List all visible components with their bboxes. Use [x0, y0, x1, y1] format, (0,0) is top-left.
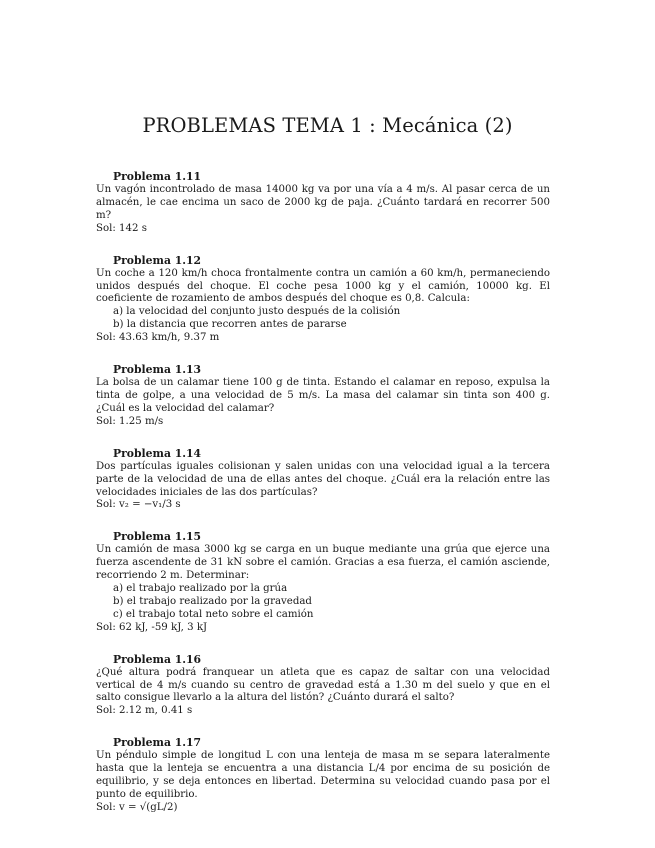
problem-list — [96, 170, 550, 833]
problem-item: a) el trabajo realizado por la grúa — [113, 583, 288, 595]
problem-1-17 — [96, 736, 550, 815]
problem-text: La bolsa de un calamar tiene 100 g de tinta. Estando el calamar en reposo, expulsa la tinta de golpe, a una velocidad de 5 m/s. La masa del calamar sin tinta son 400 g. ¿Cuál es la velocidad del calamar? — [96, 377, 550, 414]
problem-1-12 — [96, 254, 550, 345]
page-title: PROBLEMAS TEMA 1 : Mecánica (2) — [142, 114, 513, 137]
problem-solution: Sol: v₂ = −v₁/3 s — [96, 499, 181, 511]
problem-1-16 — [96, 653, 550, 719]
problem-item: a) la velocidad del conjunto justo después de la colisión — [113, 306, 401, 318]
problem-text: Dos partículas iguales colisionan y salen unidas con una velocidad igual a la tercera parte de la velocidad de una de ellas antes del choque. ¿Cuál era la relación entre las velocidades iniciales de las dos partículas? — [96, 460, 550, 498]
problem-1-11 — [96, 170, 550, 236]
problem-item: b) la distancia que recorren antes de pararse — [113, 319, 347, 331]
problem-item: c) el trabajo total neto sobre el camión — [113, 608, 314, 620]
problem-heading: Problema 1.12 — [113, 253, 202, 267]
problem-items — [96, 583, 550, 622]
problem-text: Un péndulo simple de longitud L con una lenteja de masa m se separa lateralmente hasta que la lenteja se encuentra a una distancia L/4 por encima de su posición de equilibrio, y se deja entonces en libertad. Determina su velocidad cuando pasa por el punto de equilibrio. — [96, 750, 550, 800]
problem-1-14 — [96, 447, 550, 513]
problem-text: Un coche a 120 km/h choca frontalmente contra un camión a 60 km/h, permaneciendo unidos después del choque. El coche pesa 1000 kg y el camión, 10000 kg. El coeficiente de rozamiento de ambos después del choque es 0,8. Calcula: — [96, 267, 550, 305]
problem-solution: Sol: 1.25 m/s — [96, 415, 164, 427]
problem-solution: Sol: 62 kJ, -59 kJ, 3 kJ — [96, 621, 208, 633]
problem-heading: Problema 1.15 — [113, 530, 202, 544]
problem-text: ¿Qué altura podrá franquear un atleta que es capaz de saltar con una velocidad vertical de 4 m/s cuando su centro de gravedad está a 1.30 m del suelo y que en el salto consigue llevarlo a la altura del listón? ¿Cuánto durará el salto? — [96, 666, 550, 704]
problem-solution: Sol: v = √(gL/2) — [96, 801, 178, 813]
problem-heading: Problema 1.11 — [113, 170, 202, 183]
problem-items — [96, 306, 550, 332]
problem-solution: Sol: 142 s — [96, 222, 147, 234]
problem-text: Un camión de masa 3000 kg se carga en un buque mediante una grúa que ejerce una fuerza ascendente de 31 kN sobre el camión. Gracias a esa fuerza, el camión asciende, recorriendo 2 m. Determinar: — [96, 544, 550, 582]
problem-item: b) el trabajo realizado por la gravedad — [113, 595, 312, 607]
problem-text: Un vagón incontrolado de masa 14000 kg va por una vía a 4 m/s. Al pasar cerca de un almacén, le cae encima un saco de 2000 kg de paja. ¿Cuánto tardará en recorrer 500 m? — [96, 184, 550, 221]
problem-heading: Problema 1.13 — [113, 363, 202, 377]
problem-heading: Problema 1.17 — [113, 736, 202, 750]
problem-heading: Problema 1.16 — [113, 652, 202, 666]
problem-1-13 — [96, 363, 550, 429]
problem-1-15 — [96, 530, 550, 634]
problem-solution: Sol: 2.12 m, 0.41 s — [96, 705, 193, 717]
problem-solution: Sol: 43.63 km/h, 9.37 m — [96, 332, 220, 344]
problem-heading: Problema 1.14 — [113, 446, 202, 460]
